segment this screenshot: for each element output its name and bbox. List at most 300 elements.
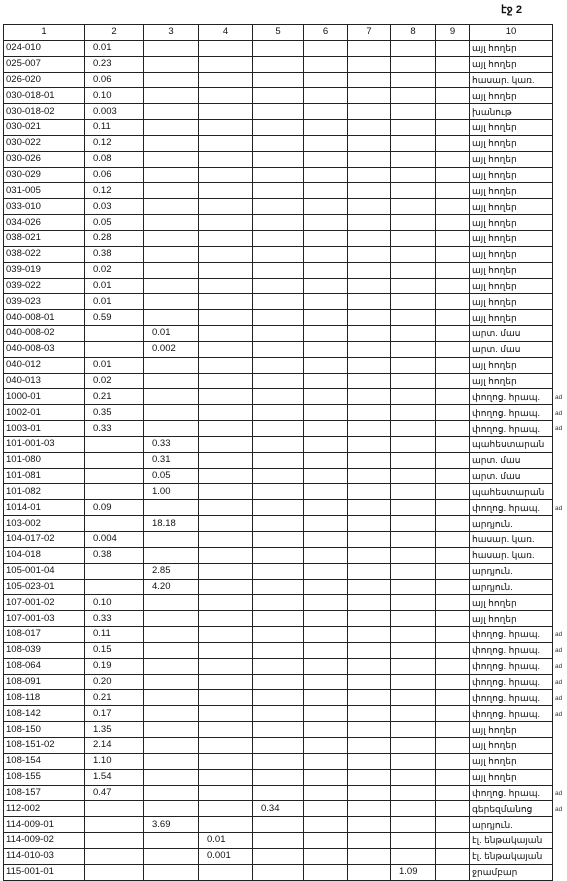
parcel-code-cell: 038-022 [4,246,85,262]
area-cell [253,722,304,738]
area-cell [199,611,253,627]
area-cell: 1.00 [144,484,199,500]
area-cell [253,737,304,753]
area-cell [253,595,304,611]
area-cell [304,230,348,246]
area-cell [304,294,348,310]
area-cell: 0.12 [85,183,144,199]
area-cell [436,357,470,373]
area-cell [144,230,199,246]
area-cell [199,278,253,294]
area-cell [436,674,470,690]
area-cell [304,500,348,516]
area-cell [199,452,253,468]
area-cell [304,468,348,484]
table-row [4,484,553,500]
area-cell: 0.38 [85,246,144,262]
area-cell [199,262,253,278]
table-row [4,310,553,326]
area-cell [199,785,253,801]
parcel-code-cell: 026-020 [4,72,85,88]
area-cell [391,341,436,357]
parcel-code-cell: 1014-01 [4,500,85,516]
area-cell [144,500,199,516]
area-cell [391,357,436,373]
table-row [4,658,553,674]
area-cell [436,769,470,785]
area-cell [391,56,436,72]
parcel-code-cell: 030-026 [4,151,85,167]
area-cell [436,341,470,357]
parcel-code-cell: 105-023-01 [4,579,85,595]
area-cell [304,389,348,405]
area-cell [436,436,470,452]
area-cell: 0.34 [253,801,304,817]
area-cell [144,104,199,120]
parcel-code-cell: 030-022 [4,135,85,151]
area-cell [348,357,391,373]
area-cell [436,690,470,706]
table-row [4,817,553,833]
area-cell [304,326,348,342]
area-cell [304,246,348,262]
area-cell: 1.35 [85,722,144,738]
area-cell [304,436,348,452]
area-cell [199,151,253,167]
area-cell [348,230,391,246]
table-row [4,500,553,516]
table-row [4,357,553,373]
area-cell [436,405,470,421]
parcel-code-cell: 101-082 [4,484,85,500]
area-cell: 0.11 [85,120,144,136]
area-cell [391,167,436,183]
area-cell: 0.17 [85,706,144,722]
area-cell [199,579,253,595]
land-use-cell: արտ. մաս [470,341,553,357]
area-cell [304,151,348,167]
area-cell: 18.18 [144,516,199,532]
area-cell [436,88,470,104]
table-row [4,769,553,785]
col-header: 4 [199,25,253,41]
area-cell: 0.01 [85,357,144,373]
parcel-code-cell: 101-081 [4,468,85,484]
area-cell [391,294,436,310]
parcel-code-cell: 105-001-04 [4,563,85,579]
area-cell: 0.23 [85,56,144,72]
table-row [4,373,553,389]
table-row [4,864,553,880]
area-cell [199,769,253,785]
area-cell [391,40,436,56]
area-cell [144,199,199,215]
area-cell [348,769,391,785]
area-cell [253,452,304,468]
area-cell [253,230,304,246]
area-cell [199,405,253,421]
area-cell [304,167,348,183]
area-cell [199,801,253,817]
area-cell [436,500,470,516]
area-cell [436,658,470,674]
area-cell: 0.28 [85,230,144,246]
area-cell [436,468,470,484]
area-cell [348,595,391,611]
parcel-code-cell: 101-001-03 [4,436,85,452]
col-header: 2 [85,25,144,41]
table-row [4,405,553,421]
col-header: 1 [4,25,85,41]
area-cell [391,563,436,579]
area-cell [199,389,253,405]
table-row [4,436,553,452]
area-cell [253,294,304,310]
land-use-cell: այլ հողեր [470,167,553,183]
table-row [4,706,553,722]
area-cell [436,230,470,246]
table-row [4,595,553,611]
area-cell [348,56,391,72]
area-cell [348,452,391,468]
area-cell [199,547,253,563]
land-use-cell: հասար. կառ. [470,532,553,548]
area-cell [144,848,199,864]
table-row [4,627,553,643]
area-cell [144,421,199,437]
land-use-cell: փողոց. հրապ. [470,421,553,437]
area-cell: 0.33 [85,611,144,627]
area-cell [144,753,199,769]
parcel-code-cell: 108-091 [4,674,85,690]
table-row [4,801,553,817]
area-cell [85,801,144,817]
area-cell [144,405,199,421]
margin-note: ad [555,504,563,512]
area-cell [391,547,436,563]
area-cell [391,611,436,627]
table-row [4,642,553,658]
area-cell [391,722,436,738]
area-cell [144,135,199,151]
area-cell [304,817,348,833]
land-use-cell: փողոց. հրապ. [470,642,553,658]
area-cell [253,421,304,437]
area-cell [304,753,348,769]
area-cell [348,294,391,310]
area-cell [304,658,348,674]
area-cell [253,246,304,262]
land-use-cell: փողոց. հրապ. [470,674,553,690]
area-cell [391,658,436,674]
area-cell [436,167,470,183]
area-cell [436,563,470,579]
area-cell [436,40,470,56]
area-cell [253,864,304,880]
table-row [4,341,553,357]
area-cell [436,579,470,595]
area-cell: 0.02 [85,373,144,389]
area-cell [144,547,199,563]
area-cell [436,753,470,769]
area-cell [85,436,144,452]
area-cell [144,642,199,658]
area-cell [391,421,436,437]
parcel-code-cell: 108-118 [4,690,85,706]
header-row [4,25,553,41]
area-cell [348,547,391,563]
area-cell [253,468,304,484]
parcel-code-cell: 1003-01 [4,421,85,437]
area-cell [391,833,436,849]
area-cell [199,468,253,484]
parcel-code-cell: 040-008-01 [4,310,85,326]
area-cell [348,199,391,215]
parcel-code-cell: 107-001-02 [4,595,85,611]
area-cell [199,183,253,199]
parcel-code-cell: 114-009-02 [4,833,85,849]
area-cell [253,674,304,690]
parcel-code-cell: 108-064 [4,658,85,674]
area-cell: 0.15 [85,642,144,658]
area-cell [348,658,391,674]
area-cell [436,848,470,864]
area-cell [436,151,470,167]
area-cell [253,40,304,56]
area-cell: 0.33 [144,436,199,452]
area-cell [348,801,391,817]
area-cell [391,706,436,722]
area-cell [436,817,470,833]
area-cell [199,294,253,310]
table-row [4,40,553,56]
area-cell [85,452,144,468]
area-cell [304,547,348,563]
area-cell [436,215,470,231]
land-use-cell: այլ հողեր [470,56,553,72]
area-cell [144,769,199,785]
parcel-code-cell: 039-019 [4,262,85,278]
area-cell [304,769,348,785]
land-use-cell: պահեստարան [470,484,553,500]
area-cell [391,405,436,421]
parcel-code-cell: 030-018-02 [4,104,85,120]
area-cell [348,88,391,104]
land-use-cell: պահեստարան [470,436,553,452]
area-cell [436,801,470,817]
area-cell [199,230,253,246]
area-cell [199,246,253,262]
area-cell [436,737,470,753]
area-cell [253,341,304,357]
area-cell [348,421,391,437]
area-cell [391,310,436,326]
area-cell: 0.01 [85,278,144,294]
area-cell [391,769,436,785]
area-cell [348,167,391,183]
land-use-cell: էլ. ենթակայան [470,833,553,849]
area-cell [144,690,199,706]
table-row [4,468,553,484]
area-cell [85,833,144,849]
parcel-code-cell: 034-026 [4,215,85,231]
area-cell: 0.002 [144,341,199,357]
table-row [4,230,553,246]
area-cell [304,627,348,643]
area-cell [253,563,304,579]
area-cell: 0.10 [85,595,144,611]
land-use-cell: այլ հողեր [470,595,553,611]
parcel-code-cell: 1000-01 [4,389,85,405]
table-row [4,579,553,595]
land-use-cell: փողոց. հրապ. [470,405,553,421]
parcel-code-cell: 030-018-01 [4,88,85,104]
area-cell [253,405,304,421]
area-cell [304,120,348,136]
area-cell [304,310,348,326]
land-use-cell: փողոց. հրապ. [470,658,553,674]
area-cell [436,421,470,437]
area-cell [348,468,391,484]
area-cell [144,658,199,674]
area-cell [391,230,436,246]
area-cell [436,864,470,880]
area-cell [348,706,391,722]
table-row [4,848,553,864]
area-cell [199,595,253,611]
area-cell [253,151,304,167]
area-cell [144,532,199,548]
area-cell [436,642,470,658]
margin-note: ad [555,663,563,671]
parcel-code-cell: 108-142 [4,706,85,722]
table-row [4,421,553,437]
parcel-code-cell: 108-154 [4,753,85,769]
parcel-code-cell: 031-005 [4,183,85,199]
area-cell [253,56,304,72]
area-cell [436,262,470,278]
table-row [4,294,553,310]
area-cell [304,785,348,801]
land-use-cell: փողոց. հրապ. [470,785,553,801]
area-cell: 0.06 [85,167,144,183]
parcel-code-cell: 030-021 [4,120,85,136]
area-cell [391,532,436,548]
land-use-cell: հասար. կառ. [470,72,553,88]
area-cell: 0.01 [144,326,199,342]
area-cell [199,310,253,326]
area-cell [85,484,144,500]
area-cell: 3.69 [144,817,199,833]
area-cell [144,373,199,389]
area-cell [304,579,348,595]
area-cell [253,817,304,833]
area-cell [144,278,199,294]
land-use-cell: այլ հողեր [470,737,553,753]
table-row [4,72,553,88]
area-cell [391,690,436,706]
land-use-cell: այլ հողեր [470,753,553,769]
area-cell: 1.09 [391,864,436,880]
area-cell: 0.03 [85,199,144,215]
area-cell [391,500,436,516]
area-cell [199,326,253,342]
area-cell [391,278,436,294]
area-cell [391,642,436,658]
area-cell: 0.11 [85,627,144,643]
area-cell [144,215,199,231]
table-row [4,167,553,183]
area-cell [253,627,304,643]
land-use-cell: էլ. ենթակայան [470,848,553,864]
parcel-code-cell: 039-023 [4,294,85,310]
area-cell [304,833,348,849]
area-cell [199,199,253,215]
area-cell [85,848,144,864]
area-cell [391,595,436,611]
area-cell: 0.02 [85,262,144,278]
area-cell [85,864,144,880]
area-cell [348,737,391,753]
area-cell [85,341,144,357]
area-cell [144,40,199,56]
area-cell [436,373,470,389]
area-cell: 0.35 [85,405,144,421]
area-cell [348,151,391,167]
area-cell [253,516,304,532]
land-use-cell: այլ հողեր [470,611,553,627]
area-cell [199,722,253,738]
area-cell [144,627,199,643]
land-use-cell: արտ. մաս [470,468,553,484]
area-cell [85,563,144,579]
area-cell [253,310,304,326]
table-row [4,690,553,706]
area-cell [253,135,304,151]
area-cell: 0.01 [85,40,144,56]
parcel-code-cell: 030-029 [4,167,85,183]
parcel-code-cell: 025-007 [4,56,85,72]
area-cell [348,72,391,88]
land-use-cell: այլ հողեր [470,769,553,785]
area-cell [199,864,253,880]
area-cell [199,532,253,548]
parcel-code-cell: 104-017-02 [4,532,85,548]
area-cell [199,436,253,452]
area-cell: 1.10 [85,753,144,769]
area-cell [85,579,144,595]
table-row [4,753,553,769]
parcel-code-cell: 104-018 [4,547,85,563]
area-cell [304,135,348,151]
parcel-code-cell: 114-010-03 [4,848,85,864]
margin-note: ad [555,647,563,655]
area-cell [199,500,253,516]
area-cell [436,484,470,500]
parcel-code-cell: 040-013 [4,373,85,389]
area-cell [144,706,199,722]
margin-note: ad [555,694,563,702]
area-cell [304,421,348,437]
area-cell: 2.85 [144,563,199,579]
area-cell [199,40,253,56]
area-cell: 1.54 [85,769,144,785]
area-cell [391,246,436,262]
area-cell: 0.31 [144,452,199,468]
area-cell [253,262,304,278]
area-cell [253,167,304,183]
area-cell [253,690,304,706]
